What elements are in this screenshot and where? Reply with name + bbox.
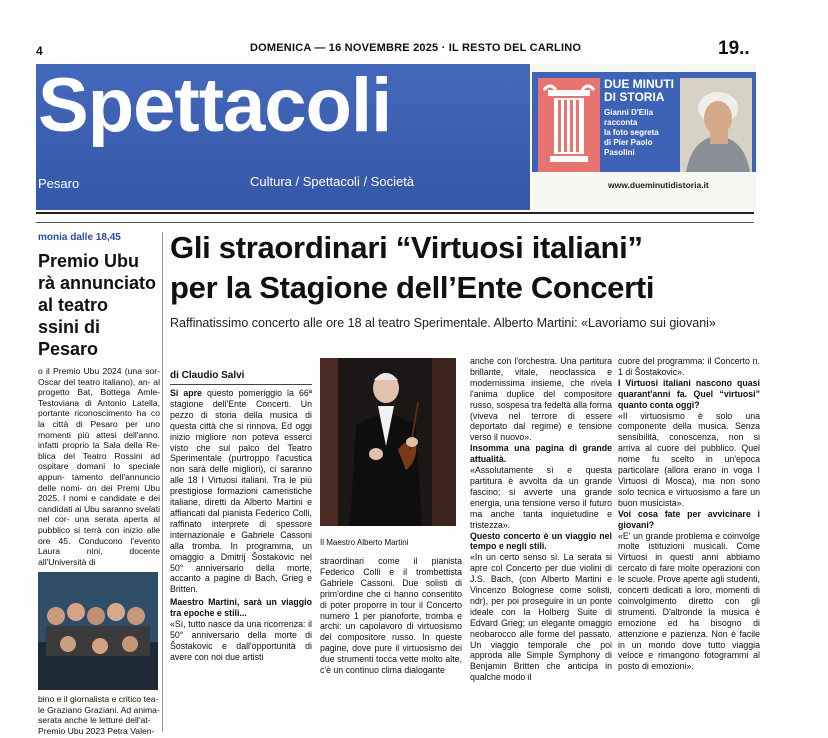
- column-icon: [538, 78, 600, 172]
- lead-in: Si apre: [170, 388, 202, 398]
- article-column-3: [470, 356, 612, 683]
- section-subsections: Cultura / Spettacoli / Società: [250, 174, 415, 189]
- section-title: Spettacoli: [38, 63, 392, 148]
- headline-line: per la Stagione dell’Ente Concerti: [170, 270, 655, 305]
- interview-question: I Virtuosi italiani nascono quasi quarant'anni fa. Quel “virtuosi” quanto conta oggi?: [618, 377, 760, 410]
- promo-desc-line: la foto segreta: [604, 128, 659, 137]
- interview-answer: «In un certo senso sì. La serata si apre col Concerto per due violini di J.S. Bach, (con Alberto Martini e Vincenzo Bolognese come solisti, ndr), per poi proseguire in un ponte ideale con la Holberg Suite di Edvard Grieg; un elegante omaggio neobarocco alle forme del passato. Un viaggio temporale che poi approda alle Simple Symphony di Benjamin Britten che anticipa in qualche modo il: [470, 552, 612, 683]
- column-text: questo pomeriggio la 66ª stagione dell'Ente Concerti. Un pezzo di storia della musica di questa città che si rinnova. Ed oggi inizio migliore non poteva esserci visto che sul palco del Teatro Sperimentale (purtroppo l'acustica non sarà delle migliori), ci saranno alle 18 I Virtuosi italiani. Tra le più prestigiose formazioni cameristiche italiane, diretti da Alberto Martini e affiancati dal pianista Federico Colli, raffinato interprete di spessore internazionale e Gabriele Cassoni alla tromba. In programma, un omaggio a Dmitrij Šostakovic nel 50° anniversario della morte, accanto a pagine di Bach, Grieg e Britten.: [170, 388, 312, 595]
- interview-answer: «E' un grande problema e coinvolge molte istituzioni musicali. Come Virtuosi in questi anni abbiamo cercato di fare molte operazioni con le scuole. Prove aperte agli studenti, concerti dedicati a loro, momenti di coinvolgimento diretto con gli strumenti. D'altronde la musica è emozione ed ha bisogno di attenzione e pazienza. Non è facile in un mondo dove tutto viaggia veloce e rimangono fotogrammi al posto di emozioni».: [618, 530, 760, 672]
- promo-desc-line: di Pier Paolo: [604, 138, 653, 147]
- column-text: straordinari come il pianista Federico Colli e il trombettista Gabriele Cassoni. Due solisti di prim'ordine che ci hanno consentito di poter proporre in tour il Concerto numero 1 per pianoforte, tromba e archi: un capolavoro di virtuosismo del compositore russo. In queste pagine, dove pure il virtuosismo dei due strumenti tocca vette molto alte, c'è un continuo clima dialogante: [320, 556, 462, 676]
- column-divider: [162, 232, 163, 732]
- interview-question: Voi cosa fate per avvicinare i giovani?: [618, 508, 760, 530]
- interview-question: Questo concerto è un viaggio nel tempo e negli stili.: [470, 530, 612, 552]
- promo-desc-line: racconta: [604, 118, 638, 127]
- side-headline-line: rà annunciato: [38, 273, 157, 293]
- author-rule: [170, 384, 312, 385]
- header-rule-thin: [36, 222, 754, 223]
- page-number: 19..: [718, 38, 750, 59]
- promo-title: [604, 78, 674, 104]
- margin-mark: 4: [36, 44, 43, 58]
- header-rule: [36, 212, 754, 214]
- promo-title-line: DI STORIA: [604, 90, 665, 104]
- promo-title-line: DUE MINUTI: [604, 77, 674, 91]
- promo-desc-line: Pasolini: [604, 148, 635, 157]
- article-headline: [170, 228, 760, 308]
- headline-line: Gli straordinari “Virtuosi italiani”: [170, 230, 643, 265]
- interview-answer: «Sì, tutto nasce da una ricorrenza: il 50° anniversario della morte di Šostakovic e dall'opportunità di avere con noi due artisti: [170, 619, 312, 662]
- side-caption: bino e il giornalista e critico tea- le Graziano Graziani. Ad anima- serata anche le letture dell'at- Premio Ubu 2023 Petra Valen-: [38, 694, 160, 736]
- article-author: di Claudio Salvi: [170, 370, 245, 381]
- date-line: DOMENICA — 16 NOVEMBRE 2025 · IL RESTO DEL CARLINO: [250, 42, 582, 54]
- side-headline-line: al teatro: [38, 295, 109, 315]
- article-subheadline: Raffinatissimo concerto alle ore 18 al teatro Sperimentale. Alberto Martini: «Lavoriamo sui giovani»: [170, 316, 716, 330]
- side-body: o il Premio Ubu 2024 (una sor- Oscar del teatro italiano), an- al progetto Bat, Bottega Amle- Testoviana di Antonio Latella, portante riconoscimento ha co la città di Pesaro per uno momenti più attesi dell'anno. infatti proprio la Sala della Re- blica del Teatro Rossini ad ospitare domani lo speciale appun- tamento dell'annuncio delle nomi- on dei Premi Ubu 2025. I nomi e candidate e dei candidati ai Ubu saranno svelati nel cor- una serata aperta al pubblico si terrà con inizio alle ore 45. Conducono l'evento Laura nini, docente all'Università di: [38, 366, 160, 567]
- photo-caption: Il Maestro Alberto Martini: [320, 538, 409, 547]
- article-column-4: [618, 356, 760, 672]
- side-headline-line: Premio Ubu: [38, 251, 140, 271]
- article-column-1: [170, 388, 312, 663]
- conductor-photo: [320, 358, 456, 526]
- column-text: anche con l'orchestra. Una partitura brillante, vitale, neoclassica e modernissima insieme, che rivela l'anima duplice del compositore russo, sospesa tra fedeltà alla forma (viveva nel terrore di essere deportato dal regime) e tensione verso il nuovo».: [470, 356, 612, 443]
- column-text: cuore del programma: il Concerto n. 1 di Šostakovic».: [618, 356, 760, 377]
- side-kicker: monia dalle 18,45: [38, 232, 121, 243]
- article-column-2: [320, 556, 462, 676]
- side-headline: [38, 250, 164, 360]
- section-city: Pesaro: [38, 176, 80, 191]
- interview-answer: «Assolutamente sì e questa partitura è avvolta da un grande fascino; si avverte una grande energia, una tensione verso il futuro ma anche tanta inquietudine e tristezza».: [470, 465, 612, 530]
- interview-question: Maestro Martini, sarà un viaggio tra epoche e stili...: [170, 597, 312, 619]
- side-photo: [38, 572, 158, 690]
- promo-url[interactable]: www.dueminutidistoria.it: [608, 180, 709, 190]
- interview-answer: «Il virtuosismo è solo una componente della musica. Senza sensibilità, conoscenza, non si arriva al cuore del pubblico. Quel nome fu scelto in un'epoca particolare (allora erano in voga I Virtuosi di Mosca), ma non sono solo tecnica e virtuosismo a fare un buon musicista».: [618, 410, 760, 508]
- section-banner: [36, 64, 530, 210]
- side-headline-line: ssini di Pesaro: [38, 317, 101, 359]
- promo-desc-line: Gianni D'Elia: [604, 108, 654, 117]
- promo-description: [604, 108, 659, 158]
- historian-photo: [680, 78, 752, 172]
- interview-question: Insomma una pagina di grande attualità.: [470, 443, 612, 465]
- promo-box[interactable]: [532, 64, 756, 210]
